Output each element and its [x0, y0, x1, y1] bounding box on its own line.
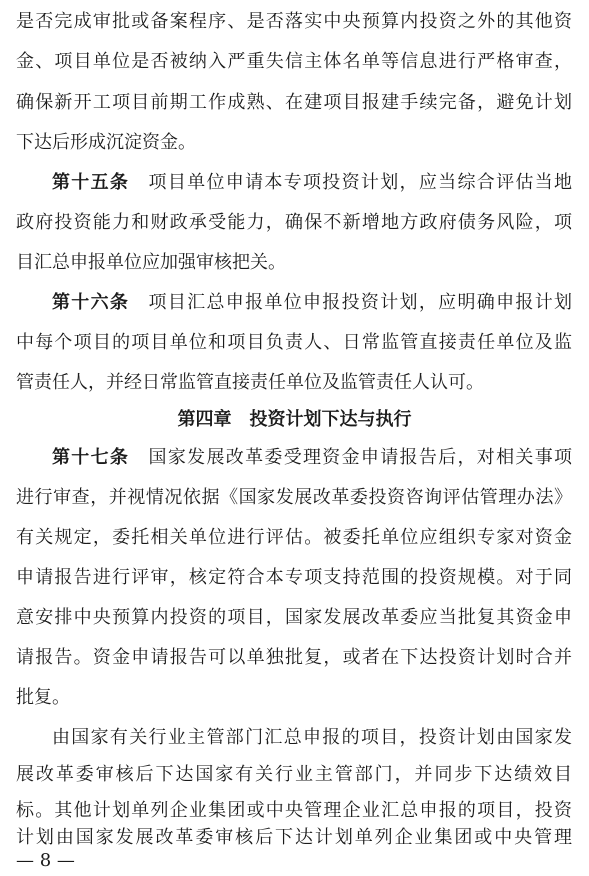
paragraph-line: 是否完成审批或备案程序、是否落实中央预算内投资之外的其他资 [16, 11, 572, 32]
paragraph-line: 下达后形成沉淀资金。 [16, 132, 196, 153]
paragraph-line: 金、项目单位是否被纳入严重失信主体名单等信息进行严格审查， [16, 51, 572, 72]
paragraph-line: 有关规定，委托相关单位进行评估。被委托单位应组织专家对资金 [16, 527, 572, 548]
paragraph-line: 进行审查，并视情况依据《国家发展改革委投资咨询评估管理办法》 [16, 487, 572, 508]
article-16-line: 第十六条 项目汇总申报单位申报投资计划，应明确申报计划 [52, 292, 572, 313]
paragraph-line: 请报告。资金申请报告可以单独批复，或者在下达投资计划时合并 [16, 647, 572, 668]
page-number: — 8 — [16, 850, 75, 871]
paragraph-line: 目汇总申报单位应加强审核把关。 [16, 252, 286, 273]
chapter-heading: 第四章 投资计划下达与执行 [177, 409, 412, 430]
paragraph-line: 标。其他计划单列企业集团或中央管理企业汇总申报的项目，投资 [16, 800, 572, 821]
paragraph-line: 管责任人，并经日常监管直接责任单位及监管责任人认可。 [16, 372, 484, 393]
paragraph-line: 政府投资能力和财政承受能力，确保不新增地方政府债务风险，项 [16, 212, 572, 233]
paragraph-line: 确保新开工项目前期工作成熟、在建项目报建手续完备，避免计划 [16, 92, 572, 113]
article-15-line: 第十五条 项目单位申请本专项投资计划，应当综合评估当地 [52, 172, 572, 193]
paragraph-line: 展改革委审核后下达国家有关行业主管部门，并同步下达绩效目 [16, 764, 572, 785]
paragraph-line: 批复。 [16, 687, 70, 708]
article-16-label: 第十六条 [52, 292, 130, 313]
paragraph-line: 由国家有关行业主管部门汇总申报的项目，投资计划由国家发 [52, 727, 572, 748]
paragraph-line: 计划由国家发展改革委审核后下达计划单列企业集团或中央管理 [16, 827, 572, 848]
paragraph-line: 申请报告进行评审，核定符合本专项支持范围的投资规模。对于同 [16, 567, 572, 588]
paragraph-line: 意安排中央预算内投资的项目，国家发展改革委应当批复其资金申 [16, 607, 572, 628]
paragraph-line: 中每个项目的项目单位和项目负责人、日常监管直接责任单位及监 [16, 332, 572, 353]
article-17-label: 第十七条 [52, 447, 130, 468]
article-15-label: 第十五条 [52, 172, 130, 193]
article-17-line: 第十七条 国家发展改革委受理资金申请报告后，对相关事项 [52, 447, 572, 468]
